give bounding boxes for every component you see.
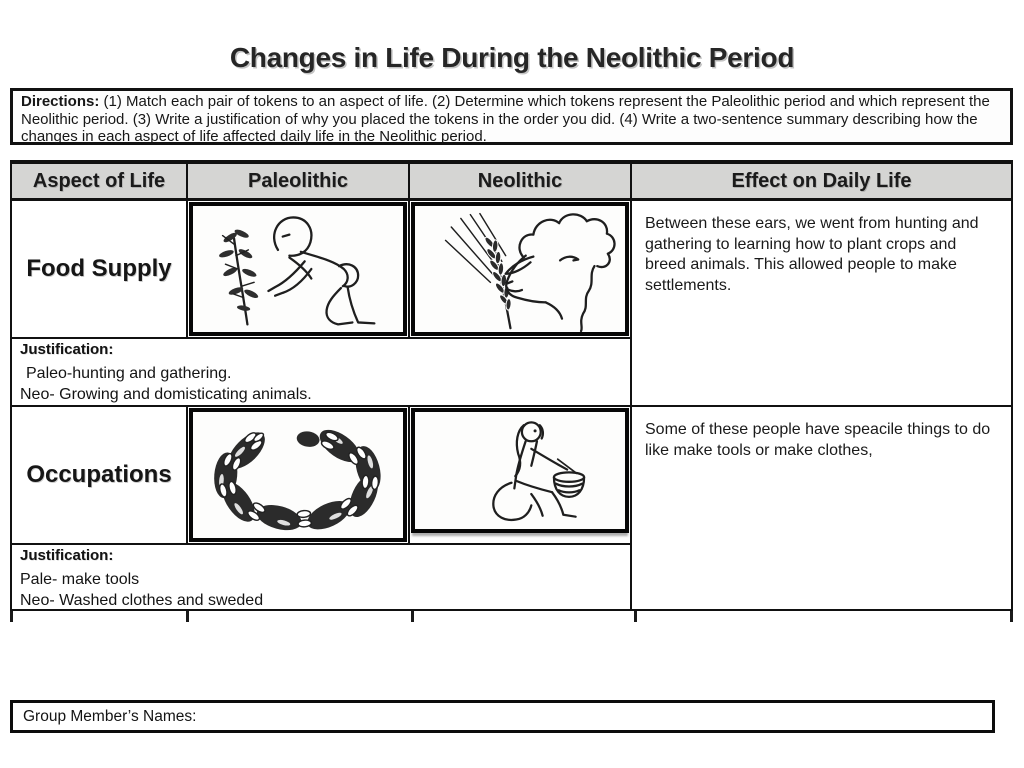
justification-line: Neo- Washed clothes and sweded — [20, 592, 264, 609]
token-cell-occupations-paleolithic — [186, 405, 410, 545]
aspect-label: Occupations — [26, 461, 172, 488]
justification-label: Justification: — [20, 547, 114, 564]
occupations-paleolithic-token[interactable] — [189, 408, 407, 542]
justification-line: Paleo-hunting and gathering. — [26, 365, 232, 382]
header-cell-effect-on-daily-life: Effect on Daily Life — [630, 160, 1013, 201]
aspect-cell-occupations — [10, 405, 188, 545]
effect-cell-food-supply[interactable] — [630, 199, 1013, 407]
sheep-outline — [506, 214, 615, 331]
group-names-box[interactable] — [10, 700, 995, 733]
occupations-neolithic-token[interactable] — [411, 408, 629, 533]
sheep-and-wheat-illustration — [415, 206, 625, 332]
justification-line: Pale- make tools — [20, 571, 140, 588]
page-title: Changes in Life During the Neolithic Period — [229, 42, 795, 73]
justification-cell-occupations[interactable] — [10, 543, 632, 611]
necklace-pods — [212, 423, 385, 535]
header-cell-aspect-of-life: Aspect of Life — [10, 160, 188, 201]
shell-bead-necklace-illustration — [193, 412, 403, 538]
table-edge-divider — [10, 611, 13, 622]
table-edge-divider — [634, 611, 637, 622]
aspect-cell-food-supply — [10, 199, 188, 339]
header-cell-neolithic: Neolithic — [408, 160, 632, 201]
justification-cell-food-supply[interactable] — [10, 337, 632, 407]
group-names-label: Group Member’s Names: — [23, 707, 197, 725]
food-paleolithic-token[interactable] — [189, 202, 407, 336]
person-gathering-plants-illustration — [193, 206, 403, 332]
table-edge-divider — [411, 611, 414, 622]
food-neolithic-token[interactable] — [411, 202, 629, 336]
justification-label: Justification: — [20, 341, 114, 358]
aspect-label: Food Supply — [26, 255, 172, 282]
effect-text: Between these ears, we went from hunting and gathering to learning how to plant crops and breed animals. This allowed people to make settlements. — [645, 215, 979, 294]
directions-box — [10, 88, 1013, 145]
header-cell-paleolithic: Paleolithic — [186, 160, 410, 201]
table-edge-divider — [186, 611, 189, 622]
token-cell-food-neolithic — [408, 199, 632, 339]
effect-cell-occupations[interactable] — [630, 405, 1013, 611]
token-cell-food-paleolithic — [186, 199, 410, 339]
bending-person-outline — [268, 217, 374, 324]
token-cell-occupations-neolithic — [408, 405, 632, 545]
directions-label: Directions: — [21, 93, 100, 110]
rock-seat — [493, 483, 531, 520]
person-weaving-basket-illustration — [417, 413, 623, 528]
justification-line: Neo- Growing and domisticating animals. — [20, 386, 312, 403]
directions-text: (1) Match each pair of tokens to an aspect of life. (2) Determine which tokens represent the Paleolithic period and which represent the Neolithic period. (3) Write a justification of why you placed the tokens in the order you did. (4) Write a two-sentence summary describing how the changes in each aspect of life affected daily life in the Neolithic period. — [21, 93, 990, 146]
table-edge-divider — [1010, 611, 1013, 622]
effect-text: Some of these people have speacile things to do like make tools or make clothes, — [645, 421, 991, 459]
